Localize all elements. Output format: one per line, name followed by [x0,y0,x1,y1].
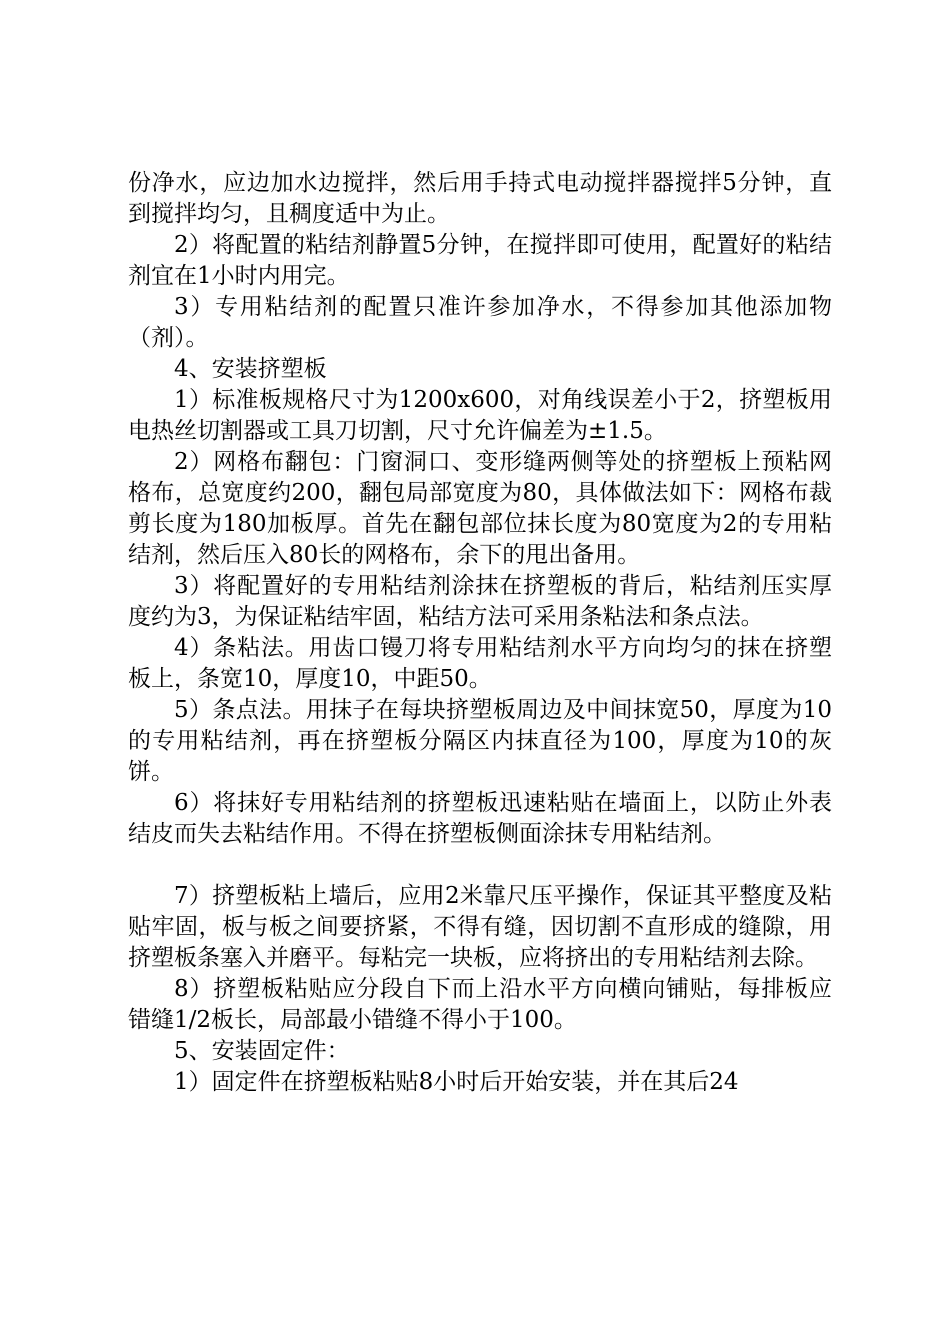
paragraph-fixing-timing: 1）固定件在挤塑板粘贴8小时后开始安装，并在其后24 [174,1069,739,1095]
paragraph-adhesive-water-only: 3）专用粘结剂的配置只准许参加净水，不得参加其他添加物（剂）。 [128,294,832,351]
paragraph-strip-method: 4）条粘法。用齿口镘刀将专用粘结剂水平方向均匀的抹在挤塑板上，条宽10，厚度10，中距50。 [128,635,832,692]
paragraph-paste-board: 6）将抹好专用粘结剂的挤塑板迅速粘贴在墙面上，以防止外表结皮而失去粘结作用。不得在挤塑板侧面涂抹专用粘结剂。 [128,790,832,847]
section-heading-install-boards: 4、安装挤塑板 [174,356,327,382]
paragraph-board-size: 1）标准板规格尺寸为1200x600，对角线误差小于2，挤塑板用电热丝切割器或工具刀切割，尺寸允许偏差为±1.5。 [128,387,832,444]
section-heading-install-fixings: 5、安装固定件： [174,1038,350,1064]
paragraph-mesh-wrap: 2）网格布翻包：门窗洞口、变形缝两侧等处的挤塑板上预粘网格布，总宽度约200，翻包局部宽度为80，具体做法如下：网格布裁剪长度为180加板厚。首先在翻包部位抹长度为80宽度为2的专用粘结剂，然后压入80长的网格布，余下的甩出备用。 [128,449,832,568]
paragraph-flatten-board: 7）挤塑板粘上墙后，应用2米靠尺压平操作，保证其平整度及粘贴牢固，板与板之间要挤紧，不得有缝，因切割不直形成的缝隙，用挤塑板条塞入并磨平。每粘完一块板，应将挤出的专用粘结剂去除。 [128,883,832,971]
paragraph-mixing-continued: 份净水，应边加水边搅拌，然后用手持式电动搅拌器搅拌5分钟，直到搅拌均匀，且稠度适中为止。 [128,170,832,227]
document-page [128,168,832,1098]
paragraph-staggered-joints: 8）挤塑板粘贴应分段自下而上沿水平方向横向铺贴，每排板应错缝1/2板长，局部最小错缝不得小于100。 [128,976,832,1033]
paragraph-adhesive-apply: 3）将配置好的专用粘结剂涂抹在挤塑板的背后，粘结剂压实厚度约为3，为保证粘结牢固，粘结方法可采用条粘法和条点法。 [128,573,832,630]
paragraph-strip-point-method: 5）条点法。用抹子在每块挤塑板周边及中间抹宽50，厚度为10的专用粘结剂，再在挤塑板分隔区内抹直径为100，厚度为10的灰饼。 [128,697,832,785]
paragraph-adhesive-rest: 2）将配置的粘结剂静置5分钟，在搅拌即可使用，配置好的粘结剂宜在1小时内用完。 [128,232,832,289]
